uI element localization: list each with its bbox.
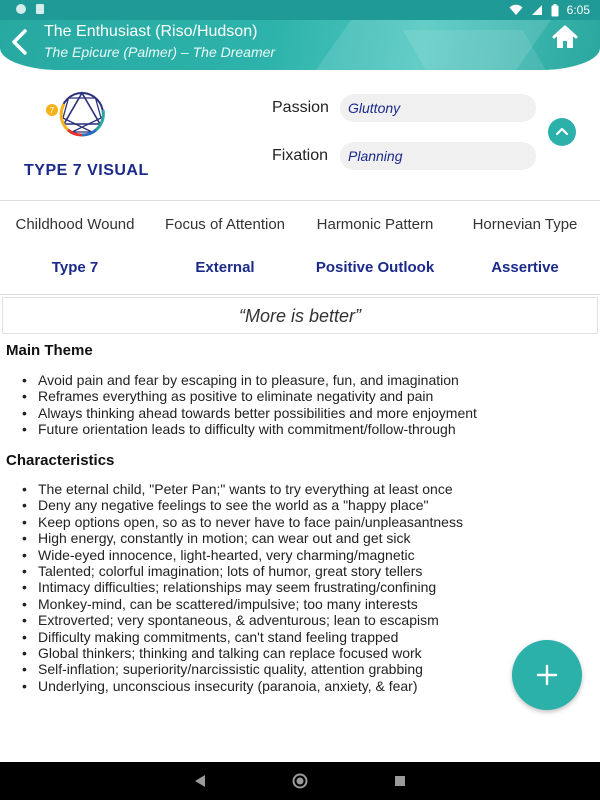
list-item: • Intimacy difficulties; relationships may seem frustrating/confining bbox=[38, 579, 463, 595]
list-item: • The eternal child, "Peter Pan;" wants to try everything at least once bbox=[38, 481, 463, 497]
attribute-value: Type 7 bbox=[51, 259, 99, 276]
chevron-left-icon bbox=[14, 31, 25, 53]
divider bbox=[0, 200, 600, 201]
attribute-value: External bbox=[195, 259, 255, 276]
attribute-label: Focus of Attention bbox=[164, 216, 286, 233]
list-item: • Reframes everything as positive to eliminate negativity and pain bbox=[38, 388, 477, 404]
status-bar bbox=[0, 0, 600, 20]
page-subtitle: The Epicure (Palmer) – The Dreamer bbox=[44, 44, 276, 60]
type-quote: “More is better” bbox=[2, 297, 598, 334]
page-title: The Enthusiast (Riso/Hudson) bbox=[44, 23, 258, 40]
passion-label: Passion bbox=[272, 99, 329, 116]
list-item: • Avoid pain and fear by escaping in to pleasure, fun, and imagination bbox=[38, 372, 477, 388]
list-item: • Wide-eyed innocence, light-hearted, very charming/magnetic bbox=[38, 547, 463, 563]
attribute-value: Positive Outlook bbox=[315, 259, 435, 276]
list-item: • Global thinkers; thinking and talking can replace focused work bbox=[38, 645, 463, 661]
passion-value: Gluttony bbox=[340, 94, 536, 122]
sd-card-icon bbox=[36, 4, 44, 14]
type-visual-label: TYPE 7 VISUAL bbox=[24, 162, 149, 179]
list-item: • Deny any negative feelings to see the world as a "happy place" bbox=[38, 497, 463, 513]
divider bbox=[0, 294, 600, 295]
status-left-icons bbox=[16, 4, 44, 14]
attribute-label: Harmonic Pattern bbox=[316, 216, 434, 233]
back-button[interactable] bbox=[8, 28, 32, 56]
collapse-button[interactable] bbox=[548, 118, 576, 146]
battery-icon bbox=[551, 4, 559, 17]
list-item: • Underlying, unconscious insecurity (paranoia, anxiety, & fear) bbox=[38, 678, 463, 694]
home-button[interactable] bbox=[552, 24, 578, 50]
chevron-up-icon bbox=[548, 118, 576, 146]
list-item: • Difficulty making commitments, can't stand feeling trapped bbox=[38, 629, 463, 645]
wifi-icon bbox=[509, 4, 523, 16]
svg-text:7: 7 bbox=[49, 106, 55, 115]
signal-icon bbox=[531, 4, 543, 16]
main-theme-heading: Main Theme bbox=[6, 342, 93, 359]
list-item: • Self-inflation; superiority/narcissistic quality, attention grabbing bbox=[38, 661, 463, 677]
nav-recents-button[interactable] bbox=[395, 776, 405, 786]
list-item: • Always thinking ahead towards better possibilities and more enjoyment bbox=[38, 405, 477, 421]
list-item: • Future orientation leads to difficulty with commitment/follow-through bbox=[38, 421, 477, 437]
plus-icon bbox=[535, 663, 559, 687]
list-item: • Monkey-mind, can be scattered/impulsive; too many interests bbox=[38, 596, 463, 612]
characteristics-heading: Characteristics bbox=[6, 452, 115, 469]
list-item: • Talented; colorful imagination; lots of humor, great story tellers bbox=[38, 563, 463, 579]
notification-dot-icon bbox=[16, 4, 26, 14]
type-number-badge bbox=[46, 104, 58, 116]
list-item: • High energy, constantly in motion; can wear out and get sick bbox=[38, 530, 463, 546]
list-item: • Keep options open, so as to never have to face pain/unpleasantness bbox=[38, 514, 463, 530]
attribute-value: Assertive bbox=[491, 259, 559, 276]
nav-back-button[interactable] bbox=[194, 774, 206, 788]
characteristics-list bbox=[38, 481, 463, 694]
fixation-label: Fixation bbox=[272, 147, 329, 164]
add-button[interactable] bbox=[512, 640, 582, 710]
type-header bbox=[0, 70, 600, 200]
system-nav-bar bbox=[0, 762, 600, 800]
app-bar bbox=[0, 20, 600, 70]
main-theme-list bbox=[38, 372, 477, 438]
attribute-label: Childhood Wound bbox=[15, 216, 135, 233]
list-item: • Extroverted; very spontaneous, & adventurous; lean to escapism bbox=[38, 612, 463, 628]
status-time: 6:05 bbox=[566, 3, 590, 17]
status-right-icons bbox=[509, 3, 590, 17]
home-icon bbox=[554, 27, 576, 48]
fixation-value: Planning bbox=[340, 142, 536, 170]
nav-home-button[interactable] bbox=[292, 773, 308, 789]
attribute-label: Hornevian Type bbox=[472, 216, 578, 233]
